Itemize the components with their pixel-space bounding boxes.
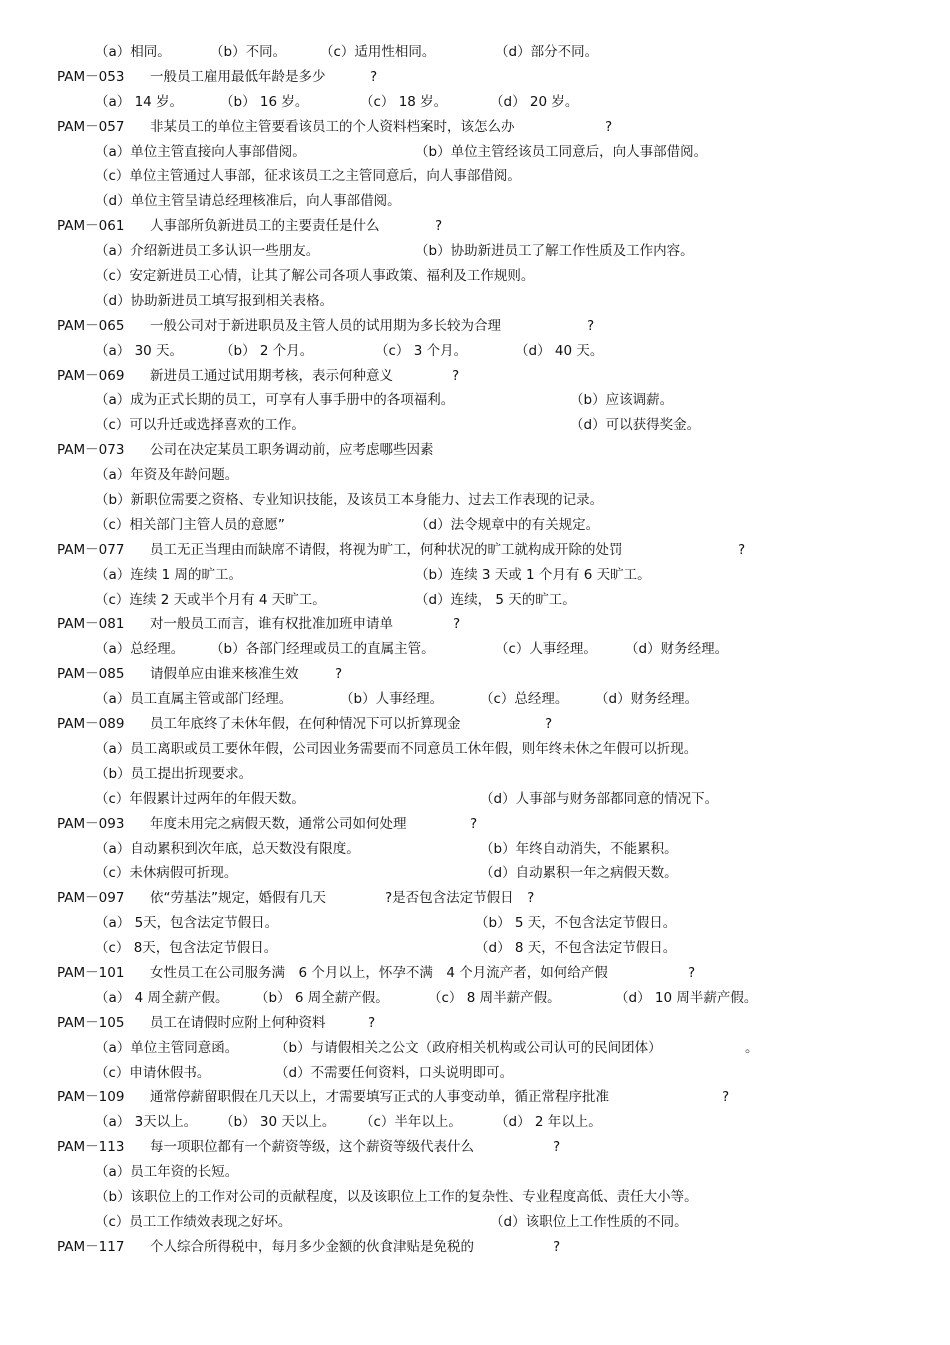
option-line xyxy=(0,1110,950,1135)
question-mark: ? xyxy=(370,68,378,85)
question-line xyxy=(0,364,950,389)
question-mark: ? xyxy=(738,541,746,558)
answer-option: （b） 5 天，不包含法定节假日。 xyxy=(475,915,677,932)
answer-option: （b）人事经理。 xyxy=(340,691,444,708)
question-mark: ?是否包含法定节假日 ? xyxy=(385,890,535,907)
option-line xyxy=(0,936,950,961)
option-line xyxy=(0,588,950,613)
option-line xyxy=(0,986,950,1011)
question-line xyxy=(0,1085,950,1110)
answer-option: （a）总经理。 xyxy=(95,641,185,658)
question-line xyxy=(0,438,950,463)
answer-option: （a）连续 1 周的旷工。 xyxy=(95,566,242,583)
option-line xyxy=(0,289,950,314)
question-code: PAM－117 xyxy=(57,1238,125,1255)
question-mark: ? xyxy=(587,317,595,334)
question-line xyxy=(0,612,950,637)
option-line xyxy=(0,40,950,65)
answer-option: （a）相同。 xyxy=(95,44,171,60)
answer-option: （c）员工工作绩效表现之好坏。 xyxy=(95,1213,292,1230)
option-line xyxy=(0,861,950,886)
question-mark: ? xyxy=(452,367,460,384)
answer-option: （a） 30 天。 xyxy=(95,342,184,359)
question-mark: ? xyxy=(722,1089,730,1106)
question-text: 个人综合所得税中，每月多少金额的伙食津贴是免税的 xyxy=(150,1238,474,1255)
question-code: PAM－077 xyxy=(57,541,125,558)
answer-option: （a） 5天，包含法定节假日。 xyxy=(95,915,279,932)
option-line xyxy=(0,90,950,115)
question-code: PAM－081 xyxy=(57,616,125,633)
question-line xyxy=(0,538,950,563)
answer-option: 。 xyxy=(745,1039,759,1056)
question-mark: ? xyxy=(605,118,613,135)
answer-option: （d）财务经理。 xyxy=(625,641,729,658)
option-line xyxy=(0,787,950,812)
answer-option: （b）应该调薪。 xyxy=(570,392,674,409)
option-line xyxy=(0,488,950,513)
answer-option: （c）年假累计过两年的年假天数。 xyxy=(95,790,305,807)
option-line xyxy=(0,164,950,189)
question-text: 年度未用完之病假天数，通常公司如何处理 xyxy=(150,815,407,832)
option-line xyxy=(0,1160,950,1185)
answer-option: （d）连续， 5 天的旷工。 xyxy=(415,591,576,608)
question-code: PAM－065 xyxy=(57,317,125,334)
question-text: 每一项职位都有一个薪资等级，这个薪资等级代表什么 xyxy=(150,1139,474,1156)
answer-option: （c）未休病假可折现。 xyxy=(95,865,238,882)
question-text: 公司在决定某员工职务调动前，应考虑哪些因素 xyxy=(150,442,434,459)
question-code: PAM－093 xyxy=(57,815,125,832)
answer-option: （b）协助新进员工了解工作性质及工作内容。 xyxy=(415,243,694,260)
answer-option: （c）适用性相同。 xyxy=(320,44,436,60)
answer-option: （c）相关部门主管人员的意愿” xyxy=(95,516,285,533)
answer-option: （c） 8 周半薪产假。 xyxy=(428,989,561,1006)
answer-option: （a）介绍新进员工多认识一些朋友。 xyxy=(95,243,320,260)
option-line xyxy=(0,413,950,438)
answer-option: （a）员工离职或员工要休年假，公司因业务需要而不同意员工休年假，则年终未休之年假可以折现。 xyxy=(95,740,698,757)
answer-option: （a）年资及年龄问题。 xyxy=(95,467,239,484)
question-line xyxy=(0,214,950,239)
answer-option: （a）员工直属主管或部门经理。 xyxy=(95,691,293,708)
answer-option: （c）总经理。 xyxy=(480,691,569,708)
question-mark: ? xyxy=(545,716,553,733)
question-text: 请假单应由谁来核准生效 xyxy=(150,666,299,683)
answer-option: （a）自动累积到次年底，总天数没有限度。 xyxy=(95,840,360,857)
option-line xyxy=(0,339,950,364)
question-line xyxy=(0,662,950,687)
question-line xyxy=(0,886,950,911)
question-text: 依“劳基法”规定，婚假有几天 xyxy=(150,890,326,907)
question-line xyxy=(0,1011,950,1036)
question-text: 对一般员工而言，谁有权批准加班申请单 xyxy=(150,616,393,633)
answer-option: （b）连续 3 天或 1 个月有 6 天旷工。 xyxy=(415,566,651,583)
question-text: 一般员工雇用最低年龄是多少 xyxy=(150,68,326,85)
question-line xyxy=(0,65,950,90)
question-code: PAM－053 xyxy=(57,68,125,85)
answer-option: （d） 10 周半薪产假。 xyxy=(615,989,758,1006)
option-line xyxy=(0,637,950,662)
option-line xyxy=(0,1061,950,1086)
answer-option: （d） 8 天，不包含法定节假日。 xyxy=(475,940,677,957)
option-line xyxy=(0,563,950,588)
answer-option: （d）单位主管呈请总经理核准后，向人事部借阅。 xyxy=(95,193,401,210)
answer-option: （d）协助新进员工填写报到相关表格。 xyxy=(95,292,334,309)
question-code: PAM－097 xyxy=(57,890,125,907)
answer-option: （b） 16 岁。 xyxy=(220,93,309,110)
answer-option: （a）员工年资的长短。 xyxy=(95,1164,239,1181)
answer-option: （a）单位主管同意函。 xyxy=(95,1039,239,1056)
answer-option: （b）与请假相关之公文（政府相关机构或公司认可的民间团体） xyxy=(275,1039,662,1056)
answer-option: （c）单位主管通过人事部，征求该员工之主管同意后，向人事部借阅。 xyxy=(95,168,521,185)
answer-option: （a） 14 岁。 xyxy=(95,93,184,110)
question-text: 新进员工通过试用期考核，表示何种意义 xyxy=(150,367,393,384)
answer-option: （c）半年以上。 xyxy=(360,1114,462,1131)
answer-option: （b）单位主管经该员工同意后，向人事部借阅。 xyxy=(415,143,708,160)
option-line xyxy=(0,1036,950,1061)
question-mark: ? xyxy=(470,815,478,832)
answer-option: （d）可以获得奖金。 xyxy=(570,417,701,434)
option-line xyxy=(0,140,950,165)
answer-option: （c） 8天，包含法定节假日。 xyxy=(95,940,278,957)
answer-option: （b）年终自动消失，不能累积。 xyxy=(480,840,678,857)
question-text: 人事部所负新进员工的主要责任是什么 xyxy=(150,218,380,235)
question-mark: ? xyxy=(435,218,443,235)
answer-option: （d）该职位上工作性质的不同。 xyxy=(490,1213,688,1230)
answer-option: （b）不同。 xyxy=(210,44,287,60)
question-line xyxy=(0,314,950,339)
answer-option: （b）新职位需要之资格、专业知识技能，及该员工本身能力、过去工作表现的记录。 xyxy=(95,492,604,509)
option-line xyxy=(0,837,950,862)
question-text: 非某员工的单位主管要看该员工的个人资料档案时，该怎么办 xyxy=(150,118,515,135)
question-text: 通常停薪留职假在几天以上，才需要填写正式的人事变动单，循正常程序批准 xyxy=(150,1089,609,1106)
answer-option: （d）法令规章中的有关规定。 xyxy=(415,516,600,533)
answer-option: （a） 4 周全薪产假。 xyxy=(95,989,229,1006)
question-mark: ? xyxy=(368,1014,376,1031)
question-code: PAM－105 xyxy=(57,1014,125,1031)
question-code: PAM－109 xyxy=(57,1089,125,1106)
question-mark: ? xyxy=(553,1139,561,1156)
answer-option: （b） 30 天以上。 xyxy=(220,1114,336,1131)
answer-option: （d） 40 天。 xyxy=(515,342,604,359)
question-line xyxy=(0,712,950,737)
option-line xyxy=(0,762,950,787)
question-line xyxy=(0,961,950,986)
question-code: PAM－089 xyxy=(57,716,125,733)
exam-document xyxy=(0,40,950,1260)
question-line xyxy=(0,1235,950,1260)
question-line xyxy=(0,812,950,837)
option-line xyxy=(0,1210,950,1235)
answer-option: （a）成为正式长期的员工，可享有人事手册中的各项福利。 xyxy=(95,392,455,409)
option-line xyxy=(0,463,950,488)
question-code: PAM－101 xyxy=(57,964,125,981)
answer-option: （d） 20 岁。 xyxy=(490,93,579,110)
question-text: 员工在请假时应附上何种资料 xyxy=(150,1014,326,1031)
answer-option: （a） 3天以上。 xyxy=(95,1114,198,1131)
question-text: 员工无正当理由而缺席不请假，将视为旷工，何种状况的旷工就构成开除的处罚 xyxy=(150,541,623,558)
question-mark: ? xyxy=(553,1238,561,1255)
option-line xyxy=(0,911,950,936)
answer-option: （d）人事部与财务部都同意的情况下。 xyxy=(480,790,719,807)
question-code: PAM－061 xyxy=(57,218,125,235)
question-line xyxy=(0,115,950,140)
answer-option: （b） 6 周全薪产假。 xyxy=(255,989,389,1006)
question-text: 员工年底终了未休年假，在何种情况下可以折算现金 xyxy=(150,716,461,733)
option-line xyxy=(0,189,950,214)
answer-option: （d）财务经理。 xyxy=(595,691,699,708)
option-line xyxy=(0,737,950,762)
answer-option: （d） 2 年以上。 xyxy=(495,1114,602,1131)
question-text: 一般公司对于新进职员及主管人员的试用期为多长较为合理 xyxy=(150,317,501,334)
answer-option: （c）申请休假书。 xyxy=(95,1064,211,1081)
answer-option: （c）安定新进员工心情，让其了解公司各项人事政策、福利及工作规则。 xyxy=(95,268,535,285)
option-line xyxy=(0,687,950,712)
question-line xyxy=(0,1135,950,1160)
question-code: PAM－069 xyxy=(57,367,125,384)
question-mark: ? xyxy=(453,616,461,633)
answer-option: （c）可以升迁或选择喜欢的工作。 xyxy=(95,417,305,434)
answer-option: （b）各部门经理或员工的直属主管。 xyxy=(210,641,435,658)
answer-option: （b）该职位上的工作对公司的贡献程度，以及该职位上工作的复杂性、专业程度高低、责任大小等。 xyxy=(95,1188,698,1205)
option-line xyxy=(0,239,950,264)
answer-option: （d）部分不同。 xyxy=(495,44,599,60)
question-code: PAM－085 xyxy=(57,666,125,683)
answer-option: （b） 2 个月。 xyxy=(220,342,314,359)
question-mark: ? xyxy=(688,964,696,981)
option-line xyxy=(0,264,950,289)
option-line xyxy=(0,1185,950,1210)
answer-option: （d）自动累积一年之病假天数。 xyxy=(480,865,678,882)
answer-option: （b）员工提出折现要求。 xyxy=(95,765,253,782)
question-code: PAM－073 xyxy=(57,442,125,459)
answer-option: （c）人事经理。 xyxy=(495,641,597,658)
question-code: PAM－057 xyxy=(57,118,125,135)
answer-option: （a）单位主管直接向人事部借阅。 xyxy=(95,143,306,160)
answer-option: （d）不需要任何资料，口头说明即可。 xyxy=(275,1064,514,1081)
question-mark: ? xyxy=(335,666,343,683)
option-line xyxy=(0,388,950,413)
answer-option: （c） 18 岁。 xyxy=(360,93,448,110)
answer-option: （c）连续 2 天或半个月有 4 天旷工。 xyxy=(95,591,326,608)
answer-option: （c） 3 个月。 xyxy=(375,342,468,359)
question-text: 女性员工在公司服务满 6 个月以上，怀孕不满 4 个月流产者，如何给产假 xyxy=(150,964,608,981)
option-line xyxy=(0,513,950,538)
question-code: PAM－113 xyxy=(57,1139,125,1156)
